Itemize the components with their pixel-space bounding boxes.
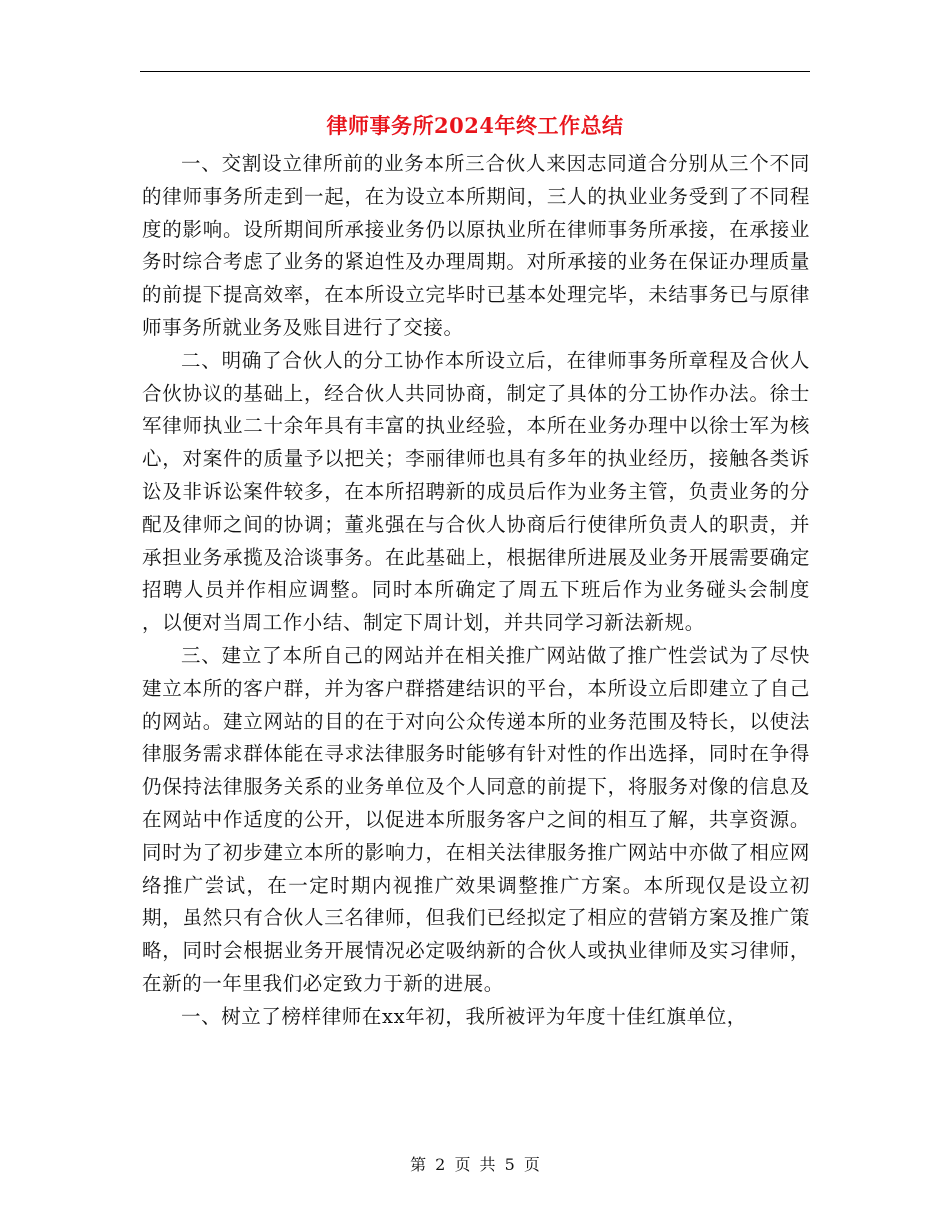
paragraph-3: 三、建立了本所自己的网站并在相关推广网站做了推广性尝试为了尽快建立本所的客户群，并为客户群搭建结识的平台，本所设立后即建立了自己的网站。建立网站的目的在于对向公众传递本所的业务范围及特长，以使法律服务需求群体能在寻求法律服务时能够有针对性的作出选择，同时在争得仍保持法律服务关系的业务单位及个人同意的前提下，将服务对像的信息及在网站中作适度的公开，以促进本所服务客户之间的相互了解，共享资源。同时为了初步建立本所的影响力，在相关法律服务推广网站中亦做了相应网络推广尝试，在一定时期内视推广效果调整推广方案。本所现仅是设立初期，虽然只有合伙人三名律师，但我们已经拟定了相应的营销方案及推广策略，同时会根据业务开展情况必定吸纳新的合伙人或执业律师及实习律师，在新的一年里我们必定致力于新的进展。 xyxy=(142,643,810,995)
header-rule xyxy=(140,71,810,72)
paragraph-2: 二、明确了合伙人的分工协作本所设立后，在律师事务所章程及合伙人合伙协议的基础上，经合伙人共同协商，制定了具体的分工协作办法。徐士军律师执业二十余年具有丰富的执业经验，本所在业务办理中以徐士军为核心，对案件的质量予以把关；李丽律师也具有多年的执业经历，接触各类诉讼及非诉讼案件较多，在本所招聘新的成员后作为业务主管，负责业务的分配及律师之间的协调；董兆强在与合伙人协商后行使律所负责人的职责，并承担业务承揽及洽谈事务。在此基础上，根据律所进展及业务开展需要确定招聘人员并作相应调整。同时本所确定了周五下班后作为业务碰头会制度 ，以便对当周工作小结、制定下周计划，并共同学习新法新规。 xyxy=(142,348,810,635)
paragraph-1: 一、交割设立律所前的业务本所三合伙人来因志同道合分别从三个不同的律师事务所走到一起，在为设立本所期间，三人的执业业务受到了不同程度的影响。设所期间所承接业务仍以原执业所在律师事务所承接，在承接业务时综合考虑了业务的紧迫性及办理周期。对所承接的业务在保证办理质量的前提下提高效率，在本所设立完毕时已基本处理完毕，未结事务已与原律师事务所就业务及账目进行了交接。 xyxy=(142,152,810,339)
page-footer: 第 2 页 共 5 页 xyxy=(410,1155,540,1174)
document-body xyxy=(142,148,810,1034)
paragraph-4: 一、树立了榜样律师在xx年初，我所被评为年度十佳红旗单位， xyxy=(181,1004,747,1028)
document-title: 律师事务所2024年终工作总结 xyxy=(326,113,624,138)
